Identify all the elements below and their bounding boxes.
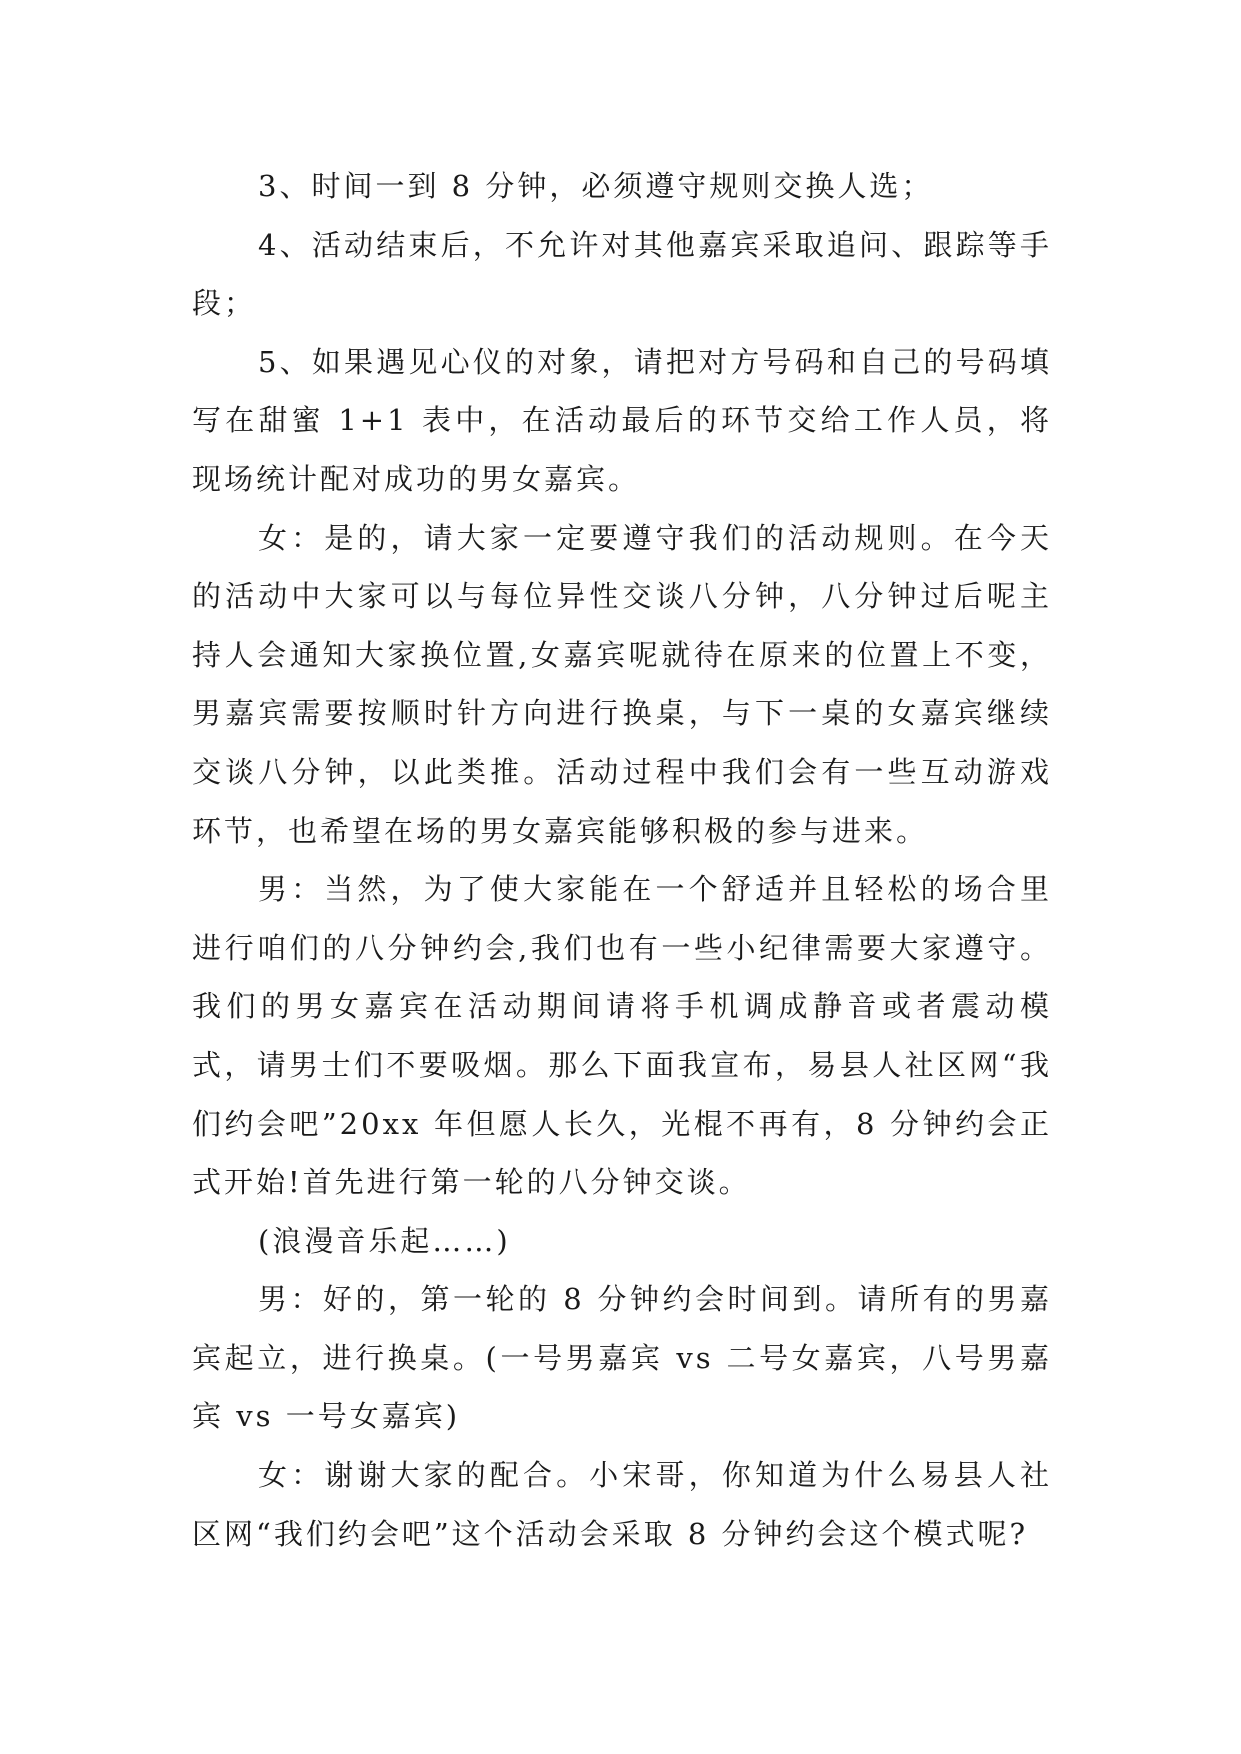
paragraph-male-host-round-one: 男：好的，第一轮的 8 分钟约会时间到。请所有的男嘉宾起立，进行换桌。(一号男嘉宾 vs 二号女嘉宾，八号男嘉宾 vs 一号女嘉宾) — [192, 1282, 1052, 1434]
paragraph-female-host-question: 女：谢谢大家的配合。小宋哥，你知道为什么易县人社区网“我们约会吧”这个活动会采取 8 分钟约会这个模式呢? — [192, 1458, 1052, 1551]
paragraph-music-cue: (浪漫音乐起……) — [258, 1223, 511, 1258]
document-body — [192, 157, 1052, 1563]
paragraph-female-host-rules: 女：是的，请大家一定要遵守我们的活动规则。在今天的活动中大家可以与每位异性交谈八分钟，八分钟过后呢主持人会通知大家换位置,女嘉宾呢就待在原来的位置上不变，男嘉宾需要按顺时针方向进行换桌，与下一桌的女嘉宾继续交谈八分钟，以此类推。活动过程中我们会有一些互动游戏环节，也希望在场的男女嘉宾能够积极的参与进来。 — [192, 520, 1052, 848]
paragraph-rule-4: 4、活动结束后，不允许对其他嘉宾采取追问、跟踪等手段； — [192, 227, 1052, 321]
paragraph-rule-3: 3、时间一到 8 分钟，必须遵守规则交换人选； — [258, 169, 934, 203]
paragraph-rule-5: 5、如果遇见心仪的对象，请把对方号码和自己的号码填写在甜蜜 1+1 表中，在活动最后的环节交给工作人员，将现场统计配对成功的男女嘉宾。 — [192, 344, 1052, 496]
paragraph-male-host-opening: 男：当然，为了使大家能在一个舒适并且轻松的场合里进行咱们的八分钟约会,我们也有一些小纪律需要大家遵守。我们的男女嘉宾在活动期间请将手机调成静音或者震动模式，请男士们不要吸烟。那么下面我宣布，易县人社区网“我们约会吧”20xx 年但愿人长久，光棍不再有，8 分钟约会正式开始!首先进行第一轮的八分钟交谈。 — [192, 872, 1052, 1200]
